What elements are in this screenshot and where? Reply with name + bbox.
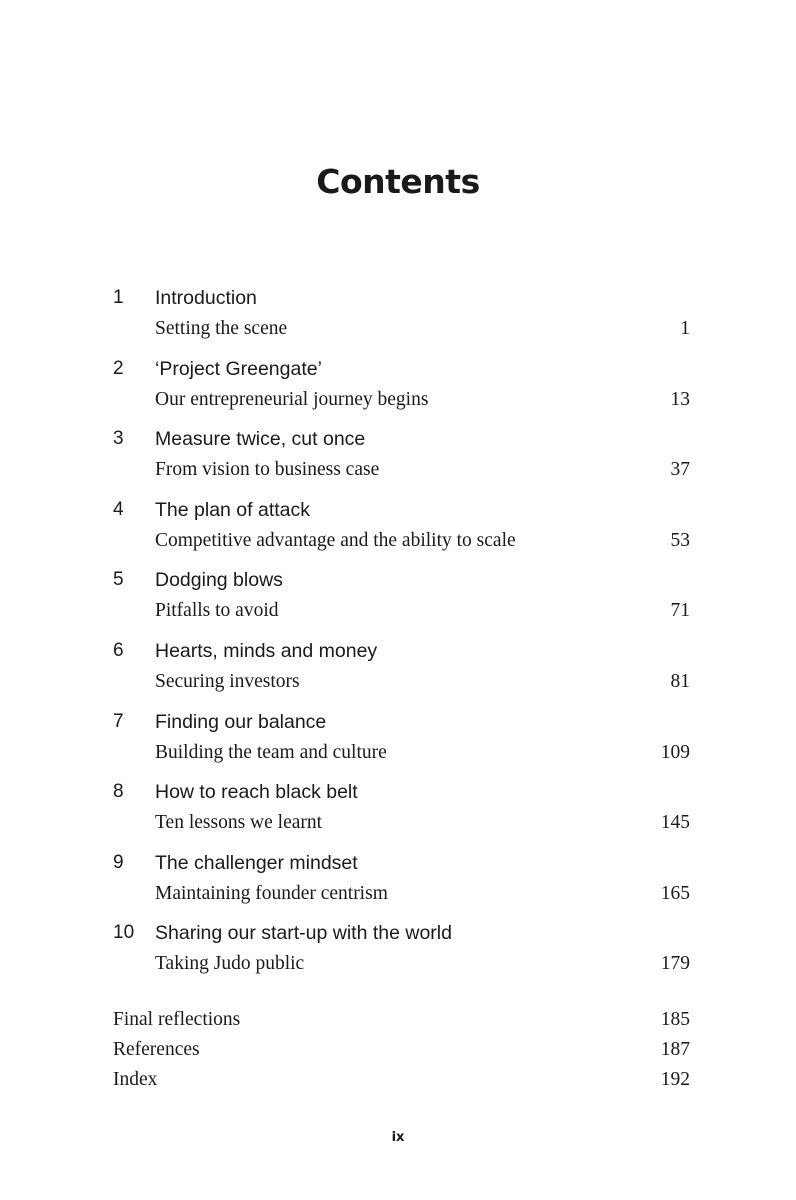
chapter-page-number: 1: [680, 318, 690, 339]
chapter-number: 4: [113, 498, 124, 520]
chapter-number: 5: [113, 569, 124, 591]
chapter-subtitle: Securing investors: [155, 670, 300, 692]
chapter-title: How to reach black belt: [155, 781, 358, 804]
chapter-title: Dodging blows: [155, 569, 283, 592]
chapter-entry[interactable]: [113, 710, 690, 781]
chapter-number: 6: [113, 639, 124, 661]
chapter-number: 9: [113, 851, 124, 873]
chapter-entry[interactable]: [113, 357, 690, 428]
chapter-subtitle: Setting the scene: [155, 318, 288, 339]
back-matter-label: Final reflections: [113, 1009, 241, 1030]
chapter-entry[interactable]: [113, 851, 690, 922]
chapter-title: The challenger mindset: [155, 851, 358, 874]
chapter-entry[interactable]: [113, 780, 690, 851]
chapter-number: 3: [113, 428, 124, 450]
chapter-list: [113, 286, 690, 992]
chapter-page-number: 109: [660, 741, 690, 763]
back-matter-page-number: 187: [660, 1039, 690, 1061]
chapter-page-number: 179: [660, 953, 690, 975]
chapter-subtitle: Ten lessons we learnt: [155, 812, 323, 834]
back-matter-label: References: [113, 1039, 200, 1061]
back-matter-page-number: 192: [660, 1069, 690, 1091]
chapter-subtitle: From vision to business case: [155, 459, 380, 481]
chapter-entry[interactable]: [113, 921, 690, 992]
chapter-entry[interactable]: [113, 568, 690, 639]
chapter-title: ‘Project Greengate’: [155, 357, 322, 380]
chapter-entry[interactable]: [113, 286, 690, 357]
chapter-page-number: 13: [670, 388, 690, 410]
chapter-subtitle: Building the team and culture: [155, 741, 387, 763]
chapter-subtitle: Competitive advantage and the ability to scale: [155, 529, 516, 551]
chapter-subtitle: Pitfalls to avoid: [155, 600, 279, 622]
chapter-subtitle: Our entrepreneurial journey begins: [155, 388, 429, 410]
chapter-page-number: 145: [660, 812, 690, 834]
chapter-subtitle: Maintaining founder centrism: [155, 882, 388, 904]
chapter-page-number: 53: [670, 529, 690, 551]
chapter-entry[interactable]: [113, 498, 690, 569]
back-matter-list: [113, 1008, 690, 1099]
chapter-title: The plan of attack: [155, 498, 311, 521]
chapter-number: 1: [113, 287, 124, 308]
back-matter-label: Index: [113, 1069, 158, 1091]
back-matter-entry[interactable]: [113, 1008, 690, 1038]
back-matter-page-number: 185: [660, 1009, 690, 1030]
chapter-number: 8: [113, 781, 124, 803]
chapter-subtitle: Taking Judo public: [155, 953, 305, 975]
page-folio: ix: [391, 1130, 405, 1145]
back-matter-entry[interactable]: [113, 1038, 690, 1068]
chapter-number: 7: [113, 710, 124, 732]
chapter-title: Sharing our start-up with the world: [155, 922, 452, 945]
page-title: Contents: [316, 162, 480, 201]
back-matter-entry[interactable]: [113, 1068, 690, 1098]
chapter-page-number: 37: [670, 459, 690, 481]
chapter-title: Hearts, minds and money: [155, 639, 378, 662]
chapter-entry[interactable]: [113, 639, 690, 710]
chapter-number: 10: [113, 922, 135, 944]
chapter-page-number: 71: [670, 600, 690, 622]
chapter-number: 2: [113, 357, 124, 379]
chapter-title: Measure twice, cut once: [155, 428, 366, 451]
chapter-page-number: 81: [670, 670, 690, 692]
chapter-title: Finding our balance: [155, 710, 327, 733]
chapter-entry[interactable]: [113, 427, 690, 498]
chapter-page-number: 165: [660, 882, 690, 904]
chapter-title: Introduction: [155, 287, 257, 309]
